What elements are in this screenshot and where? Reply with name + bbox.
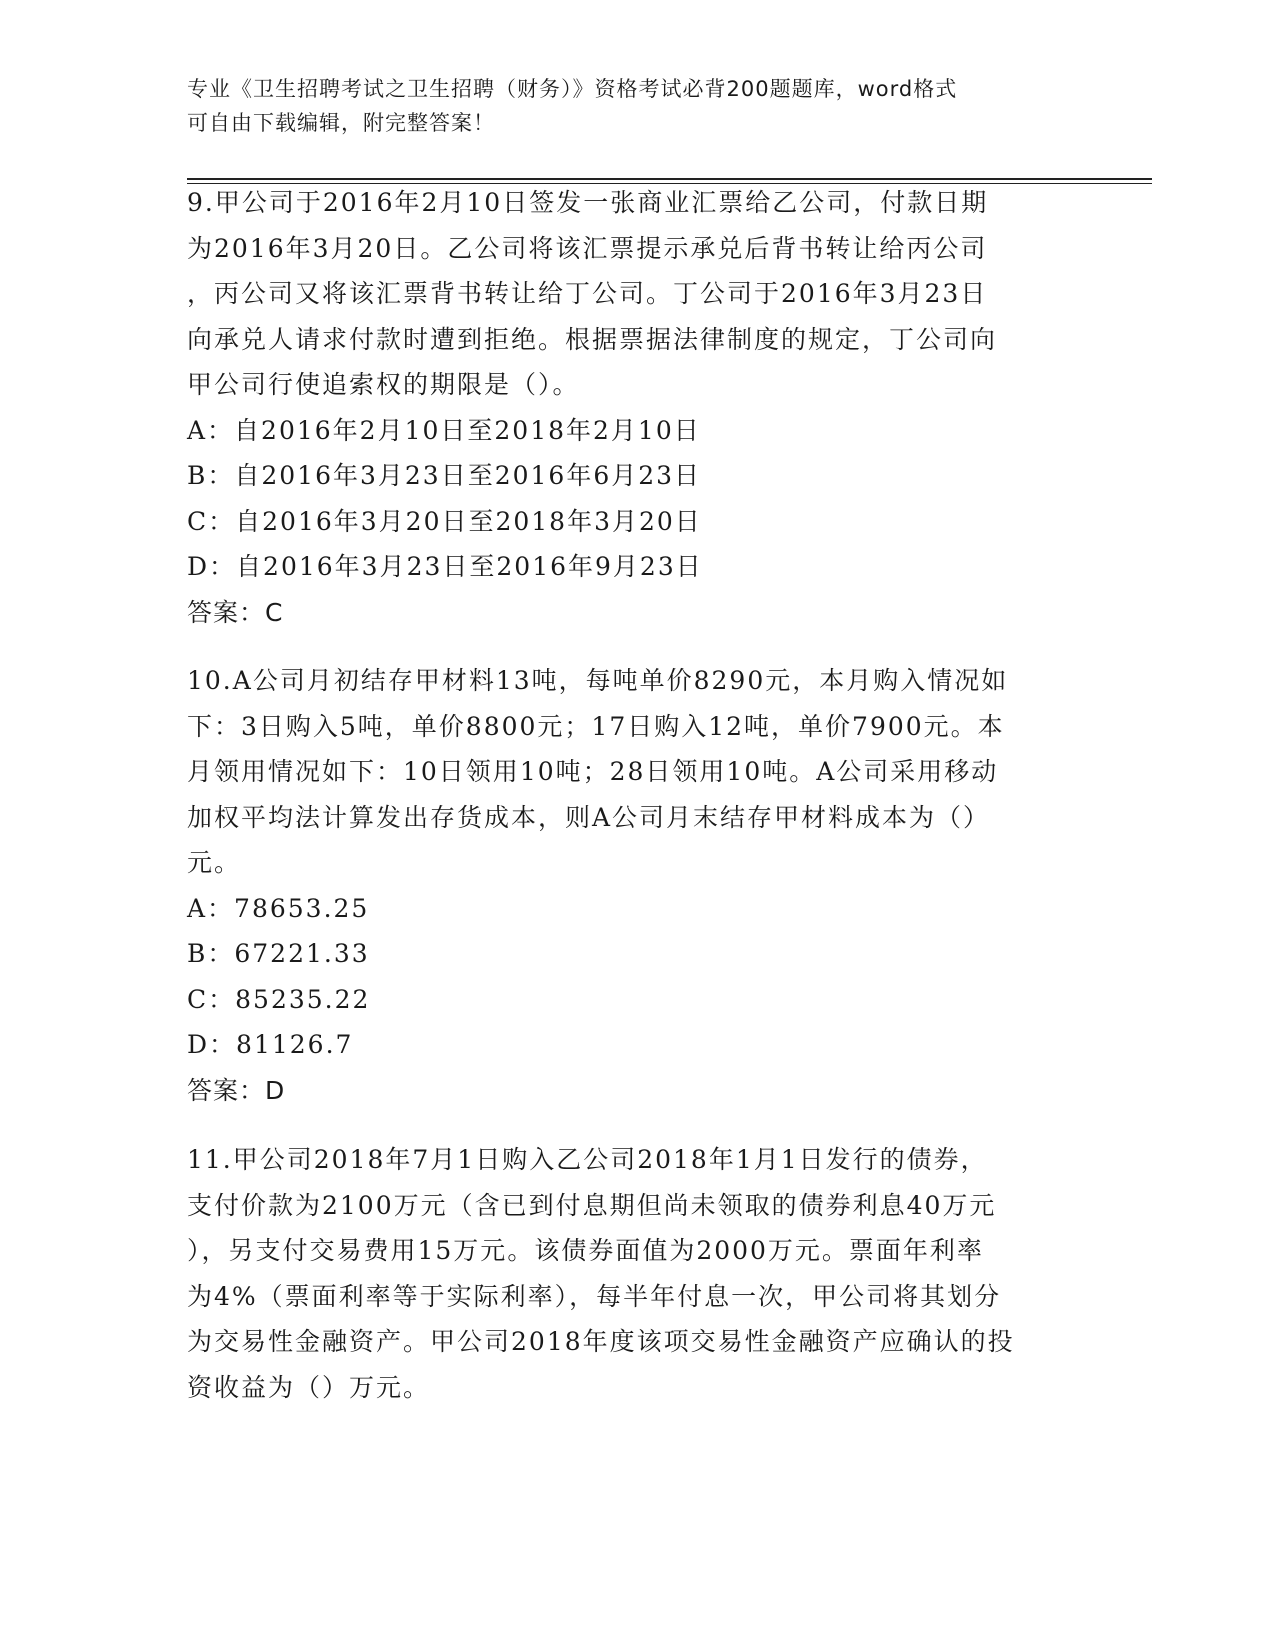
option-b: B：67221.33 bbox=[187, 939, 370, 968]
question-stem-line: 甲公司行使追索权的期限是（）。 bbox=[187, 370, 580, 399]
option-a: A：自2016年2月10日至2018年2月10日 bbox=[187, 415, 701, 445]
option-c: C：自2016年3月20日至2018年3月20日 bbox=[187, 506, 702, 536]
question-stem-line: ，丙公司又将该汇票背书转让给丁公司。丁公司于2016年3月23日 bbox=[187, 279, 988, 308]
option-d: D：81126.7 bbox=[187, 1030, 354, 1059]
question-stem-line: 为4%（票面利率等于实际利率），每半年付息一次，甲公司将其划分 bbox=[187, 1281, 1002, 1311]
option-c: C：85235.22 bbox=[187, 984, 371, 1014]
answer-text: 答案：D bbox=[187, 1075, 286, 1105]
document-header bbox=[187, 72, 1087, 140]
question-stem-line: 为2016年3月20日。乙公司将该汇票提示承兑后背书转让给丙公司 bbox=[187, 233, 988, 263]
question-stem-line: 资收益为（）万元。 bbox=[187, 1372, 431, 1402]
option-a: A：78653.25 bbox=[187, 893, 370, 923]
question-11 bbox=[187, 1137, 1067, 1410]
question-stem-line: 元。 bbox=[187, 848, 242, 877]
question-stem-line: 加权平均法计算发出存货成本，则A公司月末结存甲材料成本为（） bbox=[187, 802, 991, 832]
question-stem-line: 为交易性金融资产。甲公司2018年度该项交易性金融资产应确认的投 bbox=[187, 1327, 1015, 1356]
question-10 bbox=[187, 658, 1067, 1113]
question-stem-line: 下：3日购入5吨，单价8800元；17日购入12吨，单价7900元。本 bbox=[187, 711, 1005, 741]
question-stem-line: ），另支付交易费用15万元。该债券面值为2000万元。票面年利率 bbox=[187, 1236, 984, 1265]
question-stem-line: 支付价款为2100万元（含已到付息期但尚未领取的债券利息40万元 bbox=[187, 1190, 997, 1220]
header-line-1: 专业《卫生招聘考试之卫生招聘（财务）》资格考试必背200题题库，word格式 bbox=[187, 77, 958, 101]
header-line-2: 可自由下载编辑，附完整答案！ bbox=[187, 111, 495, 135]
question-stem-line: 11.甲公司2018年7月1日购入乙公司2018年1月1日发行的债券， bbox=[187, 1145, 988, 1174]
question-stem-line: 月领用情况如下：10日领用10吨；28日领用10吨。A公司采用移动 bbox=[187, 757, 999, 786]
question-stem-line: 向承兑人请求付款时遭到拒绝。根据票据法律制度的规定，丁公司向 bbox=[187, 324, 998, 354]
answer-text: 答案：C bbox=[187, 597, 284, 627]
option-b: B：自2016年3月23日至2016年6月23日 bbox=[187, 461, 702, 490]
question-9 bbox=[187, 180, 1067, 635]
question-stem-line: 10.A公司月初结存甲材料13吨，每吨单价8290元，本月购入情况如 bbox=[187, 666, 1009, 695]
question-stem-line: 9.甲公司于2016年2月10日签发一张商业汇票给乙公司，付款日期 bbox=[187, 188, 989, 217]
option-d: D：自2016年3月23日至2016年9月23日 bbox=[187, 552, 703, 581]
